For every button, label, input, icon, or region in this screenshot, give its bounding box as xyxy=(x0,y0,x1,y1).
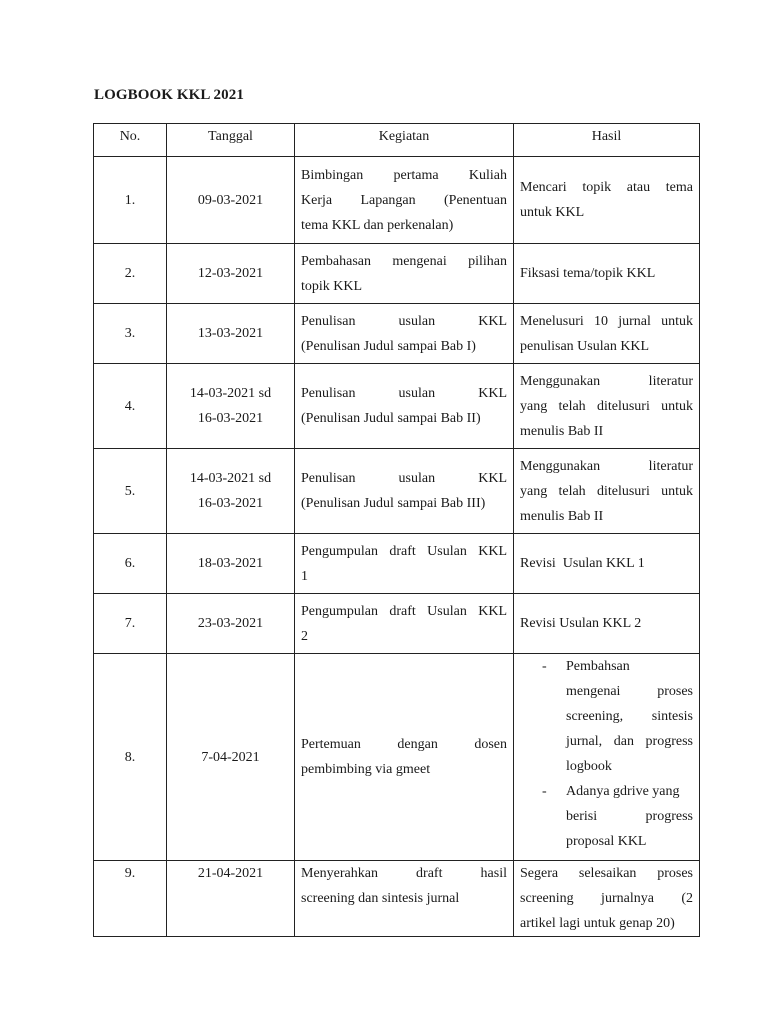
table-row xyxy=(94,534,700,594)
activity-line: Menyerahkan draft hasil xyxy=(301,866,507,881)
row-date: 18-03-2021 xyxy=(167,534,295,594)
activity-line: Penulisan usulan KKL xyxy=(301,386,507,401)
row-result xyxy=(514,157,700,244)
row-result xyxy=(514,244,700,304)
result-line: untuk KKL xyxy=(520,205,585,220)
row-date: 21-04-2021 xyxy=(167,861,295,937)
result-line: yang telah ditelusuri untuk xyxy=(520,398,693,414)
activity-line: Pengumpulan draft Usulan KKL xyxy=(301,603,507,619)
row-activity xyxy=(295,304,514,364)
row-date xyxy=(167,449,295,534)
header-tanggal: Tanggal xyxy=(167,124,295,157)
result-line: Mencari topik atau tema xyxy=(520,180,693,195)
result-line: Menelusuri 10 jurnal untuk xyxy=(520,313,693,329)
result-bullet-list xyxy=(520,654,693,854)
activity-line: Kerja Lapangan (Penentuan xyxy=(301,192,507,208)
row-no: 1. xyxy=(94,157,167,244)
activity-line: Bimbingan pertama Kuliah xyxy=(301,167,507,183)
row-date: 12-03-2021 xyxy=(167,244,295,304)
row-result xyxy=(514,594,700,654)
result-line: Revisi Usulan KKL 2 xyxy=(520,616,642,631)
activity-line: tema KKL dan perkenalan) xyxy=(301,217,454,233)
row-result xyxy=(514,861,700,937)
row-activity xyxy=(295,364,514,449)
activity-line: Pengumpulan draft Usulan KKL xyxy=(301,543,507,559)
result-line: logbook xyxy=(566,759,612,774)
result-line: menulis Bab II xyxy=(520,423,604,439)
row-result xyxy=(514,534,700,594)
row-activity xyxy=(295,534,514,594)
table-row xyxy=(94,449,700,534)
result-line: Adanya gdrive yang xyxy=(566,784,680,799)
activity-line: pembimbing via gmeet xyxy=(301,762,431,777)
result-line: Fiksasi tema/topik KKL xyxy=(520,266,656,281)
activity-line: Pembahasan mengenai pilihan xyxy=(301,253,507,269)
result-line: screening jurnalnya (2 xyxy=(520,891,693,906)
header-hasil: Hasil xyxy=(514,124,700,157)
result-line: berisi progress xyxy=(566,809,693,824)
table-row xyxy=(94,654,700,861)
logbook-table xyxy=(93,123,700,937)
header-kegiatan: Kegiatan xyxy=(295,124,514,157)
row-date: 09-03-2021 xyxy=(167,157,295,244)
row-activity xyxy=(295,449,514,534)
row-no: 3. xyxy=(94,304,167,364)
activity-line: 1 xyxy=(301,568,308,584)
result-line: Segera selesaikan proses xyxy=(520,866,693,881)
result-line: yang telah ditelusuri untuk xyxy=(520,483,693,499)
bullet-dash: - xyxy=(542,659,547,674)
result-line: Menggunakan literatur xyxy=(520,373,693,389)
row-result xyxy=(514,654,700,861)
row-no: 2. xyxy=(94,244,167,304)
row-date: 23-03-2021 xyxy=(167,594,295,654)
activity-line: Pertemuan dengan dosen xyxy=(301,737,507,752)
activity-line: topik KKL xyxy=(301,278,363,294)
table-row xyxy=(94,244,700,304)
activity-line: (Penulisan Judul sampai Bab II) xyxy=(301,411,481,426)
row-date: 13-03-2021 xyxy=(167,304,295,364)
row-result xyxy=(514,449,700,534)
row-activity xyxy=(295,157,514,244)
result-line: jurnal, dan progress xyxy=(566,734,693,749)
row-no: 4. xyxy=(94,364,167,449)
row-activity xyxy=(295,654,514,861)
table-row xyxy=(94,364,700,449)
result-line: artikel lagi untuk genap 20) xyxy=(520,916,675,931)
date-line: 14-03-2021 sd xyxy=(189,386,272,401)
row-date xyxy=(167,364,295,449)
result-line: mengenai proses xyxy=(566,684,693,699)
row-no: 6. xyxy=(94,534,167,594)
row-no: 5. xyxy=(94,449,167,534)
result-line: Pembahsan xyxy=(566,659,630,674)
row-no: 9. xyxy=(94,861,167,937)
result-line: menulis Bab II xyxy=(520,508,604,524)
table-row xyxy=(94,304,700,364)
activity-line: (Penulisan Judul sampai Bab III) xyxy=(301,496,486,511)
row-no: 7. xyxy=(94,594,167,654)
date-line: 14-03-2021 sd xyxy=(189,471,272,486)
result-line: penulisan Usulan KKL xyxy=(520,338,650,354)
activity-line: Penulisan usulan KKL xyxy=(301,471,507,486)
table-row xyxy=(94,594,700,654)
activity-line: screening dan sintesis jurnal xyxy=(301,891,460,906)
page-title: LOGBOOK KKL 2021 xyxy=(94,87,244,103)
activity-line: 2 xyxy=(301,628,308,644)
row-result xyxy=(514,304,700,364)
result-line: screening, sintesis xyxy=(566,709,693,724)
row-activity xyxy=(295,861,514,937)
bullet-dash: - xyxy=(542,784,547,799)
activity-line: Penulisan usulan KKL xyxy=(301,313,507,329)
row-no: 8. xyxy=(94,654,167,861)
row-activity xyxy=(295,594,514,654)
table-row xyxy=(94,157,700,244)
table-header-row xyxy=(94,124,700,157)
header-no: No. xyxy=(94,124,167,157)
row-result xyxy=(514,364,700,449)
result-line: Menggunakan literatur xyxy=(520,458,693,474)
row-date: 7-04-2021 xyxy=(167,654,295,861)
date-line: 16-03-2021 xyxy=(197,496,264,511)
activity-line: (Penulisan Judul sampai Bab I) xyxy=(301,338,476,354)
list-item xyxy=(520,654,693,779)
result-line: proposal KKL xyxy=(566,834,647,849)
list-item xyxy=(520,779,693,854)
result-line: Revisi Usulan KKL 1 xyxy=(520,556,645,571)
row-activity xyxy=(295,244,514,304)
date-line: 16-03-2021 xyxy=(197,411,264,426)
table-row xyxy=(94,861,700,937)
